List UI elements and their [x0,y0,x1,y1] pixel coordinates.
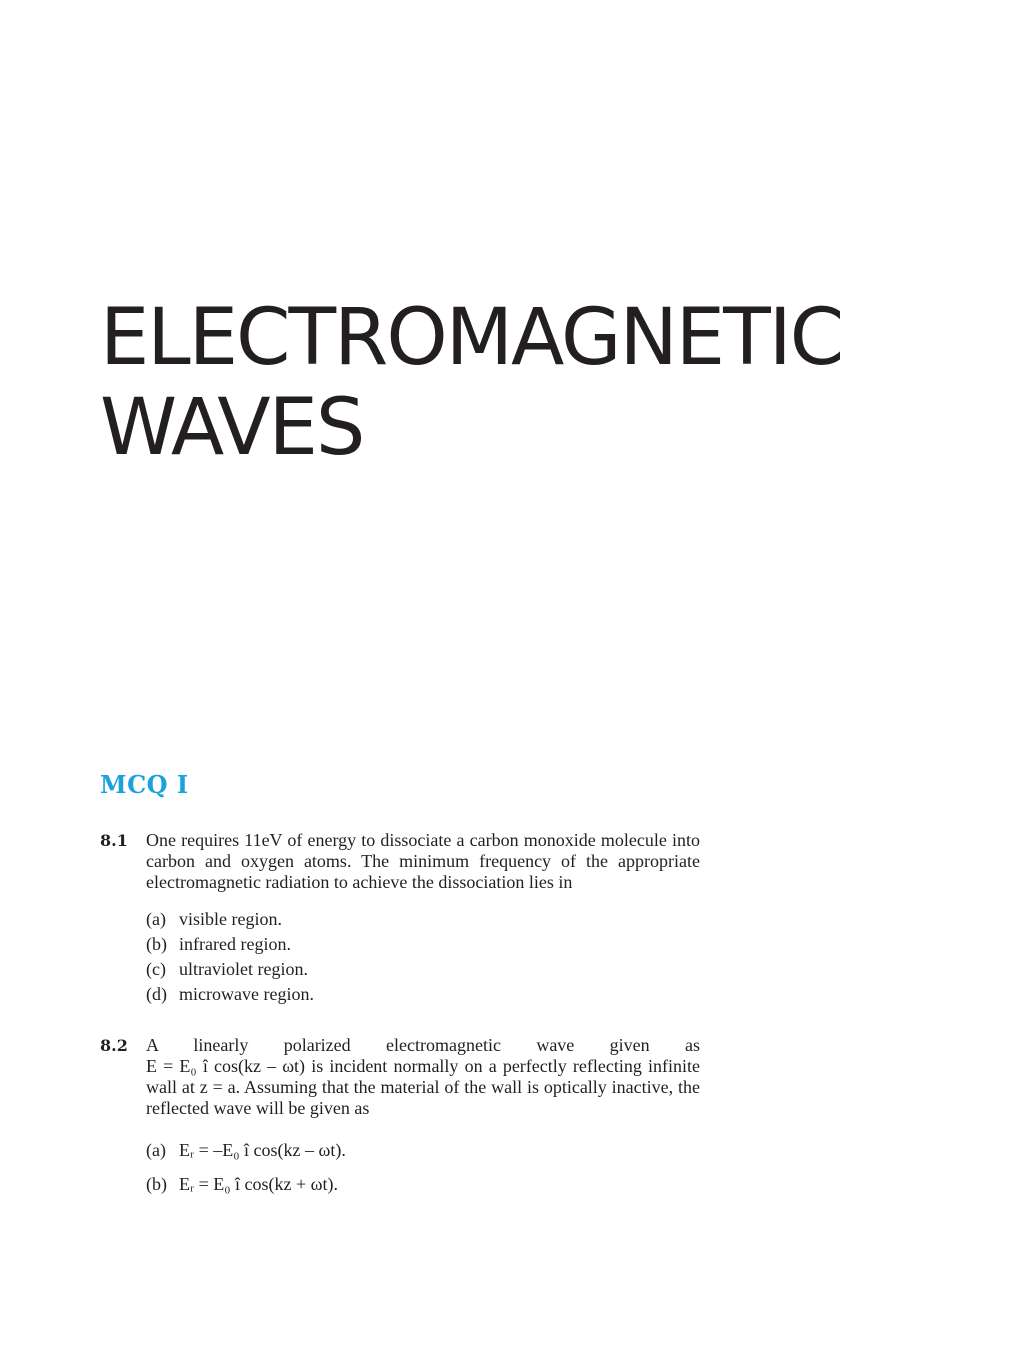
option-c [146,957,700,982]
section-heading: MCQ I [100,770,189,799]
option-text: visible region. [179,909,282,929]
option-equation: Eᵣ = E₀ î cos(kz + ωt). [179,1174,339,1194]
options-list [146,1133,700,1201]
option-label: (b) [146,934,167,954]
chapter-title [100,293,842,473]
question-number: 8.2 [100,1036,128,1055]
option-text: infrared region. [179,934,291,954]
question-text: One requires 11eV of energy to dissociate a carbon monoxide molecule into carbon and oxygen atoms. The minimum frequency of the appropriate electromagnetic radiation to achieve the dissociation lies in [146,830,700,892]
options-list [146,907,700,1007]
chapter-title-line-2: WAVES [100,383,364,473]
option-equation: Eᵣ = –E₀ î cos(kz – ωt). [179,1140,346,1160]
option-label: (a) [146,909,166,929]
option-text: microwave region. [179,984,314,1004]
question-text-intro: A linearly polarized electromagnetic wave given as [146,1035,700,1055]
option-label: (d) [146,984,167,1004]
question-text-rest: is incident normally on a perfectly reflecting infinite wall at z = a. Assuming that the material of the wall is optically inactive, the reflected wave will be given as [146,1056,700,1118]
option-b [146,1167,700,1201]
option-a [146,1133,700,1167]
option-label: (b) [146,1174,167,1194]
option-text: ultraviolet region. [179,959,308,979]
wave-equation: E = E₀ î cos(kz – ωt) [146,1056,306,1076]
option-d [146,982,700,1007]
question-8-1 [100,830,700,1007]
option-label: (a) [146,1140,166,1160]
option-b [146,932,700,957]
question-text [146,1035,700,1119]
option-a [146,907,700,932]
question-8-2 [100,1035,700,1201]
question-number: 8.1 [100,831,128,850]
option-label: (c) [146,959,166,979]
chapter-title-line-1: ELECTROMAGNETIC [100,293,843,383]
